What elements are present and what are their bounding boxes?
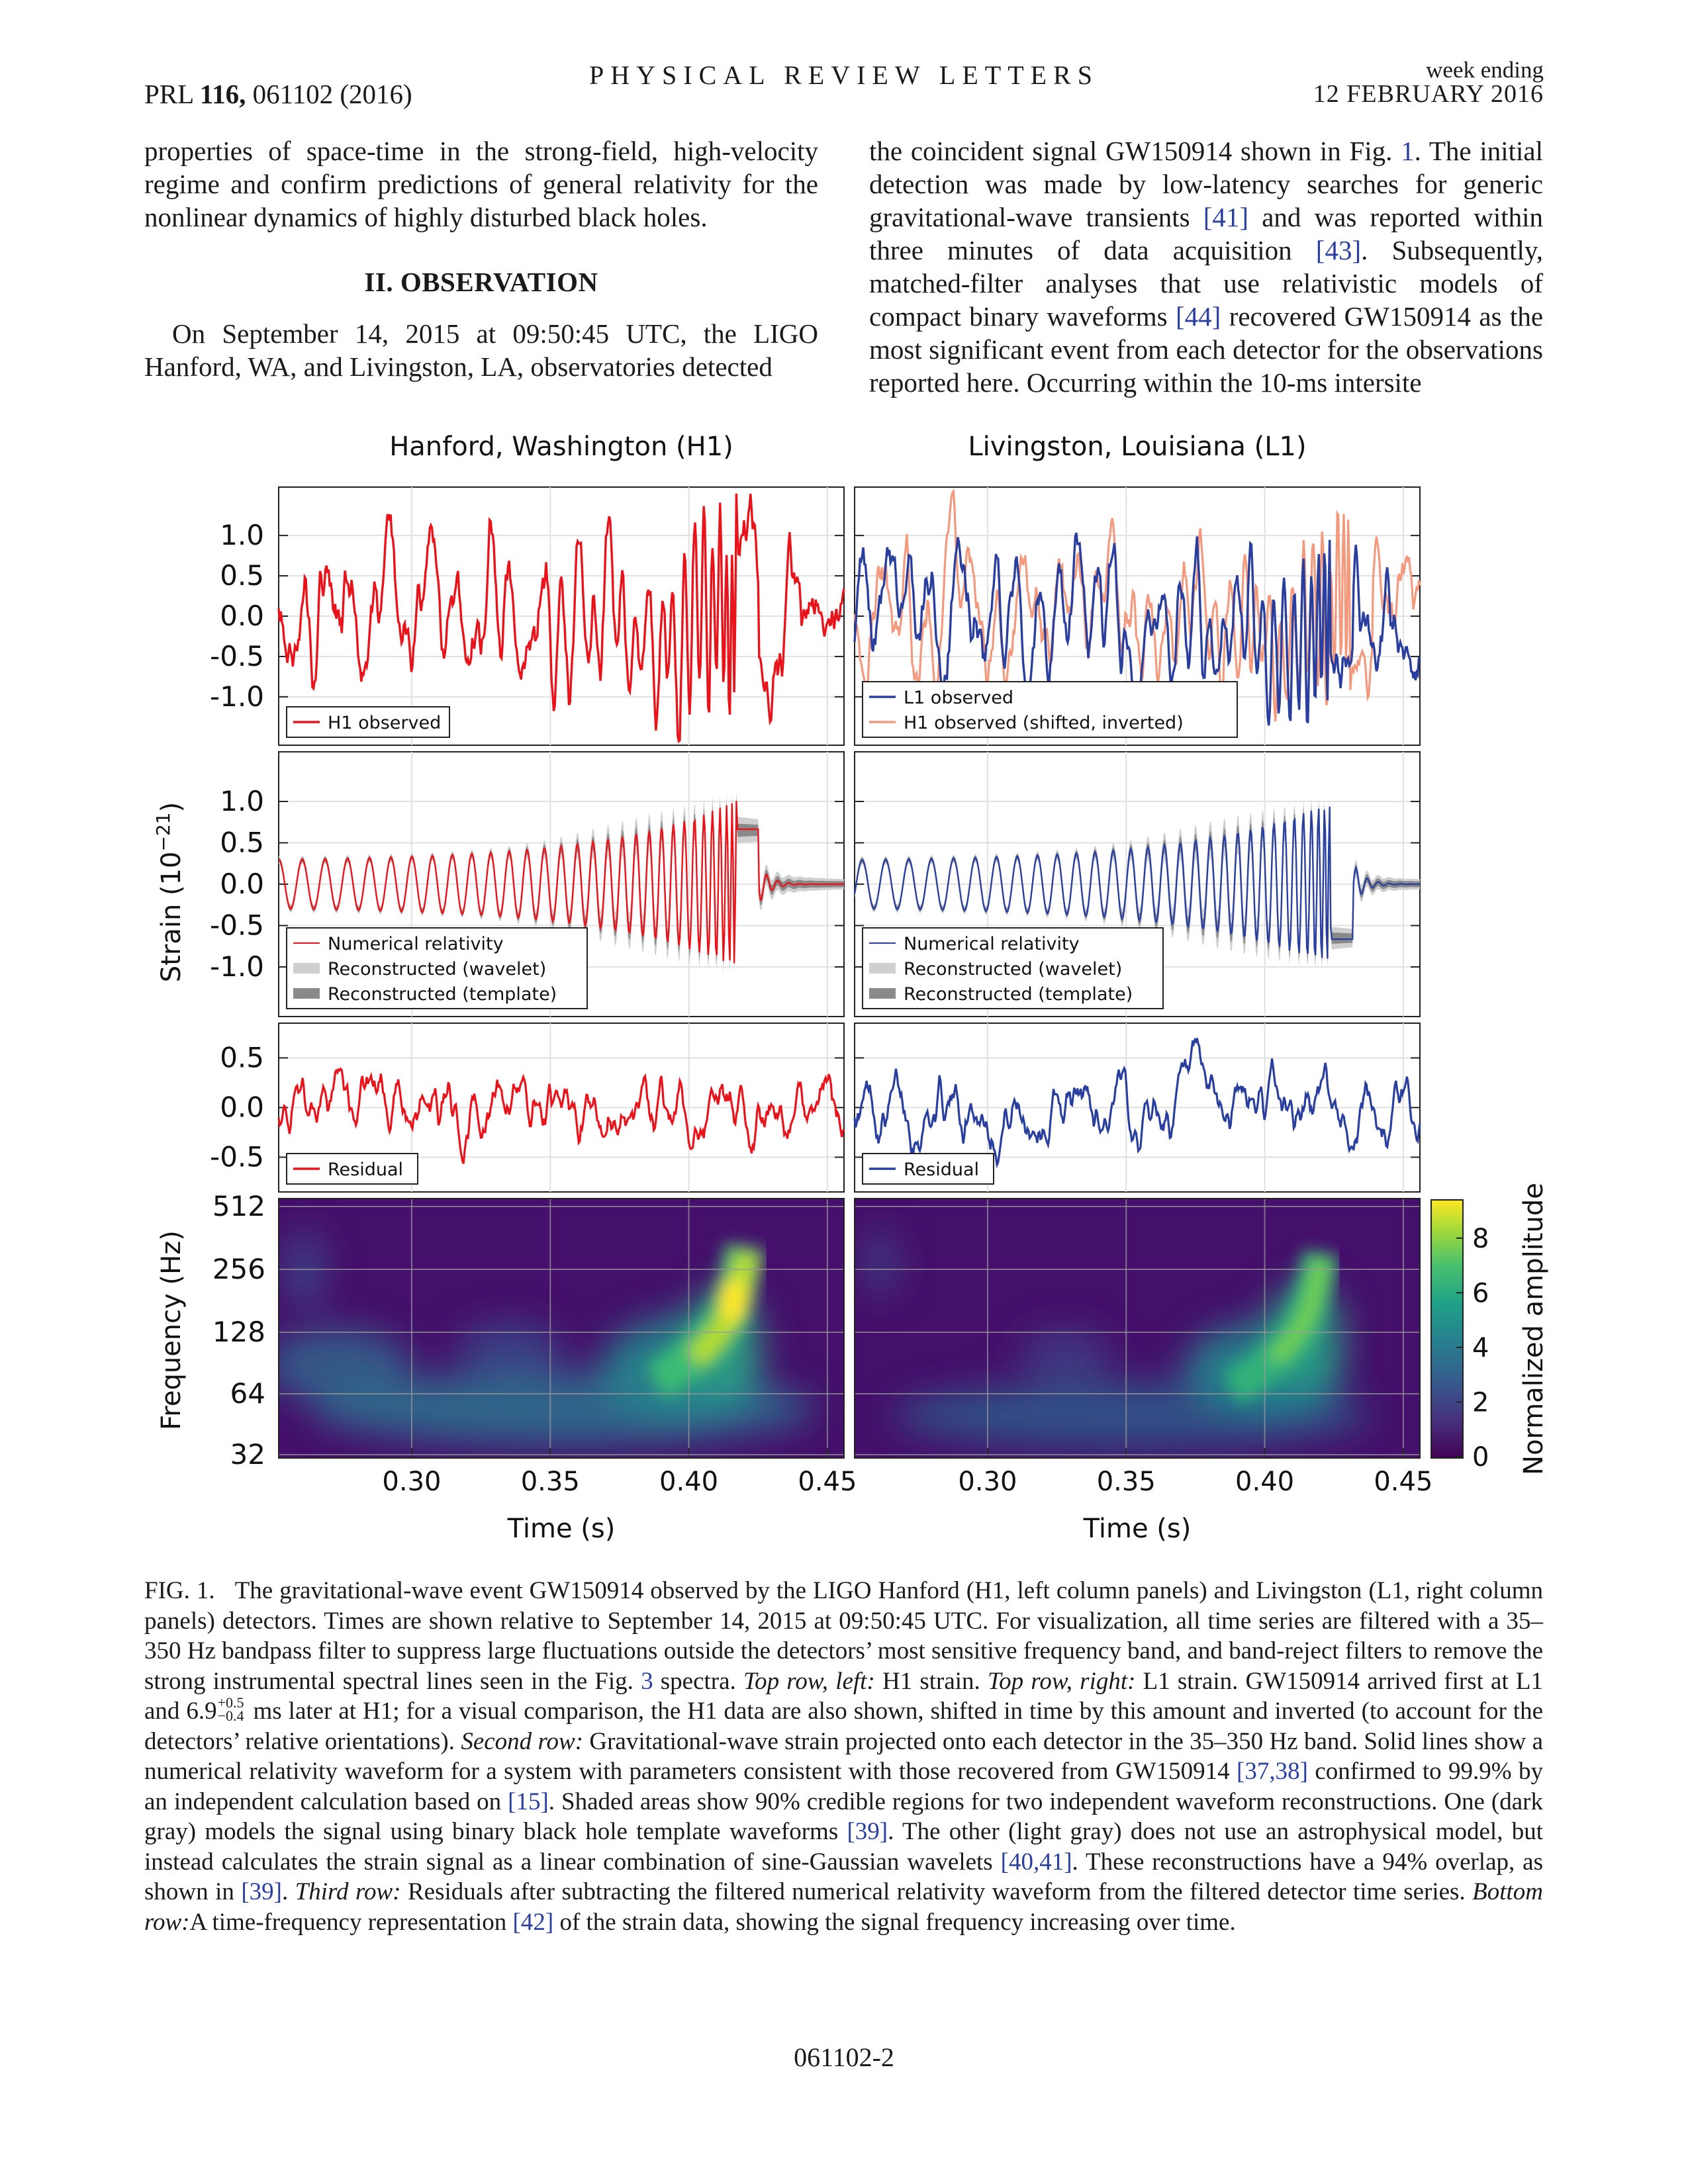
legend-label: Numerical relativity: [328, 934, 504, 954]
legend-label: Residual: [328, 1160, 404, 1180]
page-number: 061102-2: [794, 2042, 894, 2072]
caption-text: Gravitational-wave strain projected onto each detector in the 35–350 Hz band. Solid lines show a numerical relativity waveform for a system with parameters consistent with those recovered from GW150914: [144, 1727, 1544, 1786]
right-column-title: Livingston, Louisiana (L1): [968, 432, 1307, 462]
panel-3-right: [855, 1023, 1420, 1192]
colorbar-tick-label: 6: [1472, 1278, 1489, 1309]
legend: [863, 1154, 994, 1184]
legend: [287, 707, 449, 737]
text-run: the coincident signal GW150914 shown in Fig.: [869, 136, 1393, 166]
y-tick-label: 0.5: [220, 826, 264, 859]
x-axis-label-right: Time (s): [1083, 1514, 1192, 1544]
citation-link[interactable]: [39]: [241, 1878, 282, 1906]
frequency-tick-label: 64: [230, 1377, 265, 1410]
caption-text: . These reconstructions have a 94% overlap, as shown in: [144, 1848, 1543, 1906]
body-column-left: [144, 134, 818, 383]
y-tick-label: 1.0: [220, 785, 264, 817]
legend: [863, 682, 1237, 737]
colorbar-tick-label: 2: [1472, 1387, 1489, 1418]
x-tick-label: 0.30: [958, 1467, 1017, 1497]
legend: [287, 928, 587, 1009]
y-tick-label: 0.0: [220, 1091, 264, 1124]
y-tick-label: -1.0: [210, 680, 264, 713]
issue-date: 12 FEBRUARY 2016: [1313, 80, 1544, 108]
uncertainty-minus: −0.4: [217, 1707, 244, 1724]
running-header-date: [1313, 58, 1544, 106]
legend-label: Reconstructed (wavelet): [328, 959, 547, 979]
body-column-right: [869, 134, 1543, 399]
y-tick-label: -0.5: [210, 1140, 264, 1173]
x-axis-label-left: Time (s): [507, 1514, 616, 1544]
colorbar-tick-label: 0: [1472, 1442, 1489, 1473]
legend-label: Reconstructed (wavelet): [904, 959, 1123, 979]
y-tick-label: 1.0: [220, 519, 264, 552]
caption-italic: Top row, right:: [987, 1667, 1136, 1695]
paragraph-observation: On September 14, 2015 at 09:50:45 UTC, the LIGO Hanford, WA, and Livingston, LA, observatories detected: [144, 318, 818, 382]
strain-label-text: Strain (10: [156, 851, 187, 983]
caption-text: Residuals after subtracting the filtered numerical relativity waveform from the filtered detector time series.: [407, 1878, 1466, 1906]
panel-1-left: [210, 487, 844, 745]
caption-text: .: [281, 1878, 289, 1906]
caption-italic: Top row, left:: [743, 1667, 875, 1695]
y-tick-label: 0.0: [220, 868, 264, 900]
uncertainty: [218, 1696, 244, 1723]
legend-label: H1 observed (shifted, inverted): [904, 713, 1184, 733]
text-run: recovered GW150914 as the most significant event from each detector for the observations reported here. Occurring within the 10-ms intersite: [869, 301, 1544, 398]
legend: [863, 928, 1163, 1009]
strain-axis-label: [152, 802, 187, 982]
strain-label-exponent: −21: [152, 812, 174, 852]
legend-swatch: [293, 963, 320, 974]
figure-link[interactable]: 1: [1401, 136, 1415, 166]
section-heading: II. OBSERVATION: [364, 267, 598, 297]
citation-link[interactable]: [39]: [847, 1818, 888, 1846]
strain-panels: [210, 487, 1420, 1192]
legend-swatch: [293, 988, 320, 999]
frequency-tick-label: 256: [212, 1253, 265, 1285]
legend-label: Reconstructed (template): [328, 984, 557, 1005]
journal-name: PHYSICAL REVIEW LETTERS: [589, 60, 1099, 90]
y-tick-label: -0.5: [210, 639, 264, 672]
figure-label: FIG. 1.: [144, 1577, 215, 1604]
caption-text: spectra.: [660, 1667, 736, 1695]
legend-label: H1 observed: [328, 713, 442, 733]
text-run: . The initial detection was made by low-latency searches for generic gravitational-wave transients: [869, 136, 1544, 232]
legend: [287, 1154, 418, 1184]
panel-3-left: [210, 1023, 844, 1192]
colorbar-tick-label: 4: [1472, 1332, 1489, 1363]
legend-label: Numerical relativity: [904, 934, 1080, 954]
legend-label: L1 observed: [904, 688, 1013, 708]
citation-link[interactable]: [40,41]: [1000, 1848, 1072, 1876]
citation-link[interactable]: [37,38]: [1237, 1758, 1308, 1786]
figure-caption: [144, 1576, 1543, 1937]
y-tick-label: -1.0: [210, 950, 264, 983]
y-tick-label: 0.5: [220, 559, 264, 592]
strain-label-close: ): [156, 801, 187, 813]
left-column-title: Hanford, Washington (H1): [389, 432, 733, 462]
figure-link[interactable]: 3: [641, 1667, 653, 1695]
x-tick-label: 0.45: [798, 1467, 857, 1497]
caption-text: ms later at H1; for a visual comparison, the H1 data are also shown, shifted in time by this amount and inverted (to account for the detectors’ relative orientations).: [144, 1698, 1543, 1755]
legend-label: Reconstructed (template): [904, 984, 1133, 1005]
caption-italic: Second row:: [461, 1727, 584, 1755]
caption-text: L1 strain. GW150914 arrived first at L1 and 6.9: [144, 1667, 1544, 1725]
citation-link[interactable]: [44]: [1175, 301, 1221, 332]
caption-text: . The other (light gray) does not use an astrophysical model, but instead calculates the strain signal as a linear combination of sine-Gaussian wavelets: [144, 1818, 1543, 1876]
caption-text: The gravitational-wave event GW150914 observed by the LIGO Hanford (H1, left column panels) and Livingston (L1, right column panels) detectors. Times are shown relative to September 14, 2015 at 09:50:45 UTC. For visualization, all time series are filtered with a 35–350 Hz bandpass filter to suppress large fluctuations outside the detectors’ most sensitive frequency band, and band-reject filters to remove the strong instrumental spectral lines seen in the Fig.: [144, 1577, 1543, 1695]
journal-abbrev: PRL: [144, 79, 193, 109]
panel-2-right: [855, 752, 1420, 1017]
spectrogram-left: [265, 1199, 844, 1458]
x-tick-label: 0.35: [1096, 1467, 1156, 1497]
frequency-tick-label: 32: [230, 1438, 265, 1471]
svg-text:Strain (10−21): [152, 802, 187, 982]
caption-italic: Bottom row:: [144, 1878, 1544, 1936]
legend-label: Residual: [904, 1160, 980, 1180]
x-tick-label: 0.40: [659, 1467, 719, 1497]
citation-link[interactable]: [43]: [1315, 235, 1362, 265]
x-tick-label: 0.35: [520, 1467, 580, 1497]
week-ending-label: week ending: [1426, 57, 1544, 83]
figure-canvas: [139, 429, 1549, 1554]
citation-link[interactable]: [41]: [1203, 202, 1249, 232]
caption-text: . Shaded areas show 90% credible regions for two independent waveform reconstructions. One (dark gray) models the signal using binary black hole template waveforms: [144, 1788, 1543, 1846]
text-run: and was reported within three minutes of data acquisition: [869, 202, 1543, 265]
frequency-axis-label: Frequency (Hz): [156, 1230, 187, 1430]
colorbar-tick-label: 8: [1472, 1223, 1489, 1254]
text-run: . Subsequently, matched-filter analyses that use relativistic models of compact binary waveforms: [869, 235, 1544, 332]
y-tick-label: 0.0: [220, 600, 264, 632]
y-tick-label: 0.5: [220, 1041, 264, 1074]
caption-text: H1 strain.: [882, 1667, 980, 1695]
frequency-tick-label: 128: [212, 1316, 265, 1348]
journal-volume: 116,: [199, 79, 246, 109]
spectrogram-right: [855, 1199, 1420, 1458]
paragraph-detection: [869, 134, 1543, 399]
legend-swatch: [869, 988, 896, 999]
colorbar-label: Normalized amplitude: [1519, 1183, 1549, 1475]
frequency-tick-label: 512: [212, 1190, 265, 1222]
paragraph-intro-continued: properties of space-time in the strong-field, high-velocity regime and confirm predictions of general relativity for the nonlinear dynamics of highly disturbed black holes.: [144, 136, 818, 232]
x-tick-label: 0.45: [1374, 1467, 1433, 1497]
panel-1-right: [855, 487, 1420, 745]
caption-text: of the strain data, showing the signal frequency increasing over time.: [559, 1908, 1236, 1936]
uncertainty-plus: +0.5: [217, 1694, 244, 1711]
legend-swatch: [869, 963, 896, 974]
caption-text: confirmed to 99.9% by an independent calculation based on: [144, 1758, 1544, 1815]
citation-link[interactable]: [42]: [512, 1908, 554, 1936]
y-tick-label: -0.5: [210, 909, 264, 942]
x-tick-label: 0.30: [382, 1467, 442, 1497]
citation-link[interactable]: [15]: [508, 1788, 549, 1815]
caption-text: A time-frequency representation: [189, 1908, 507, 1936]
figure-gw150914: [139, 429, 1549, 1554]
article-number-year: 061102 (2016): [252, 79, 412, 109]
panel-2-left: [210, 752, 844, 1017]
caption-italic: Third row:: [295, 1878, 401, 1906]
x-tick-label: 0.40: [1235, 1467, 1295, 1497]
